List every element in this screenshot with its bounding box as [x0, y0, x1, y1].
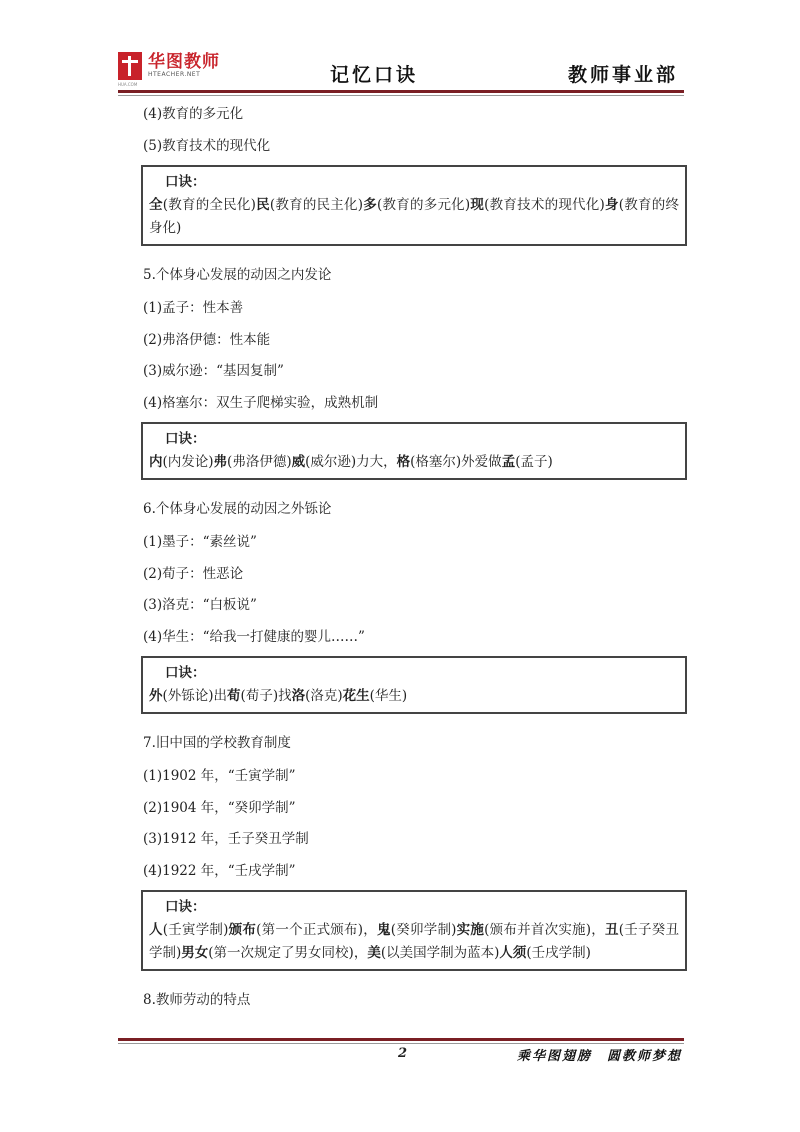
mnemonic-label: 口诀： — [165, 665, 206, 681]
list-item: (4)华生：“给我一打健康的婴儿……” — [143, 628, 365, 645]
mnemonic-label: 口诀： — [165, 431, 206, 447]
header-rule — [118, 90, 684, 93]
mnemonic-label: 口诀： — [165, 899, 206, 915]
logo-domain: HTEACHER.NET — [148, 71, 201, 78]
logo-small-text: HUA.COM — [118, 82, 138, 87]
mnemonic-text: 全(教育的全民化)民(教育的民主化)多(教育的多元化)现(教育技术的现代化)身(教育的终身化) — [149, 197, 679, 236]
list-item: (3)威尔逊：“基因复制” — [143, 363, 284, 379]
page-header — [118, 44, 684, 96]
list-item: (4)教育的多元化 — [143, 106, 244, 122]
footer-slogan: 乘华图翅膀 圆教师梦想 — [516, 1049, 682, 1064]
logo — [118, 52, 220, 87]
list-item: (1)孟子：性本善 — [143, 300, 244, 316]
footer-rule-thin — [118, 1043, 684, 1044]
page-number: 2 — [398, 1046, 408, 1061]
mnemonic-box — [141, 165, 687, 246]
list-item: (5)教育技术的现代化 — [143, 137, 271, 154]
mnemonic-text: 外(外铄论)出荀(荀子)找洛(洛克)花生(华生) — [149, 688, 408, 704]
list-item: (3)洛克：“白板说” — [143, 597, 257, 613]
section-heading: 8.教师劳动的特点 — [143, 992, 251, 1008]
mnemonic-box — [141, 422, 687, 480]
section-heading: 6.个体身心发展的动因之外铄论 — [143, 501, 332, 517]
document-body — [143, 100, 688, 1019]
list-item: (2)弗洛伊德：性本能 — [143, 331, 271, 348]
list-item: (2)荀子：性恶论 — [143, 565, 244, 582]
logo-icon — [118, 52, 142, 80]
list-item: (4)1922 年，“壬戌学制” — [143, 862, 296, 879]
section-heading: 7.旧中国的学校教育制度 — [143, 735, 291, 751]
header-department: 教师事业部 — [567, 64, 678, 86]
list-item: (1)1902 年，“壬寅学制” — [143, 768, 296, 784]
logo-name: 华图教师 — [148, 52, 220, 72]
list-item: (3)1912 年，壬子癸丑学制 — [143, 831, 309, 847]
header-title: 记忆口诀 — [330, 64, 419, 86]
mnemonic-box — [141, 656, 687, 714]
header-rule-thin — [118, 95, 684, 96]
list-item: (1)墨子：“素丝说” — [143, 534, 257, 550]
mnemonic-box — [141, 890, 687, 971]
footer-rule — [118, 1038, 684, 1041]
list-item: (2)1904 年，“癸卯学制” — [143, 799, 296, 816]
mnemonic-text: 人(壬寅学制)颁布(第一个正式颁布)，鬼(癸卯学制)实施(颁布并首次实施)，丑(壬子癸丑学制)男女(第一次规定了男女同校)，美(以美国学制为蓝本)人须(壬戌学制) — [149, 922, 679, 961]
list-item: (4)格塞尔：双生子爬梯实验，成熟机制 — [143, 394, 379, 411]
section-heading: 5.个体身心发展的动因之内发论 — [143, 267, 332, 283]
mnemonic-label: 口诀： — [165, 174, 206, 190]
mnemonic-text: 内(内发论)弗(弗洛伊德)威(威尔逊)力大，格(格塞尔)外爱做孟(孟子) — [149, 454, 553, 470]
